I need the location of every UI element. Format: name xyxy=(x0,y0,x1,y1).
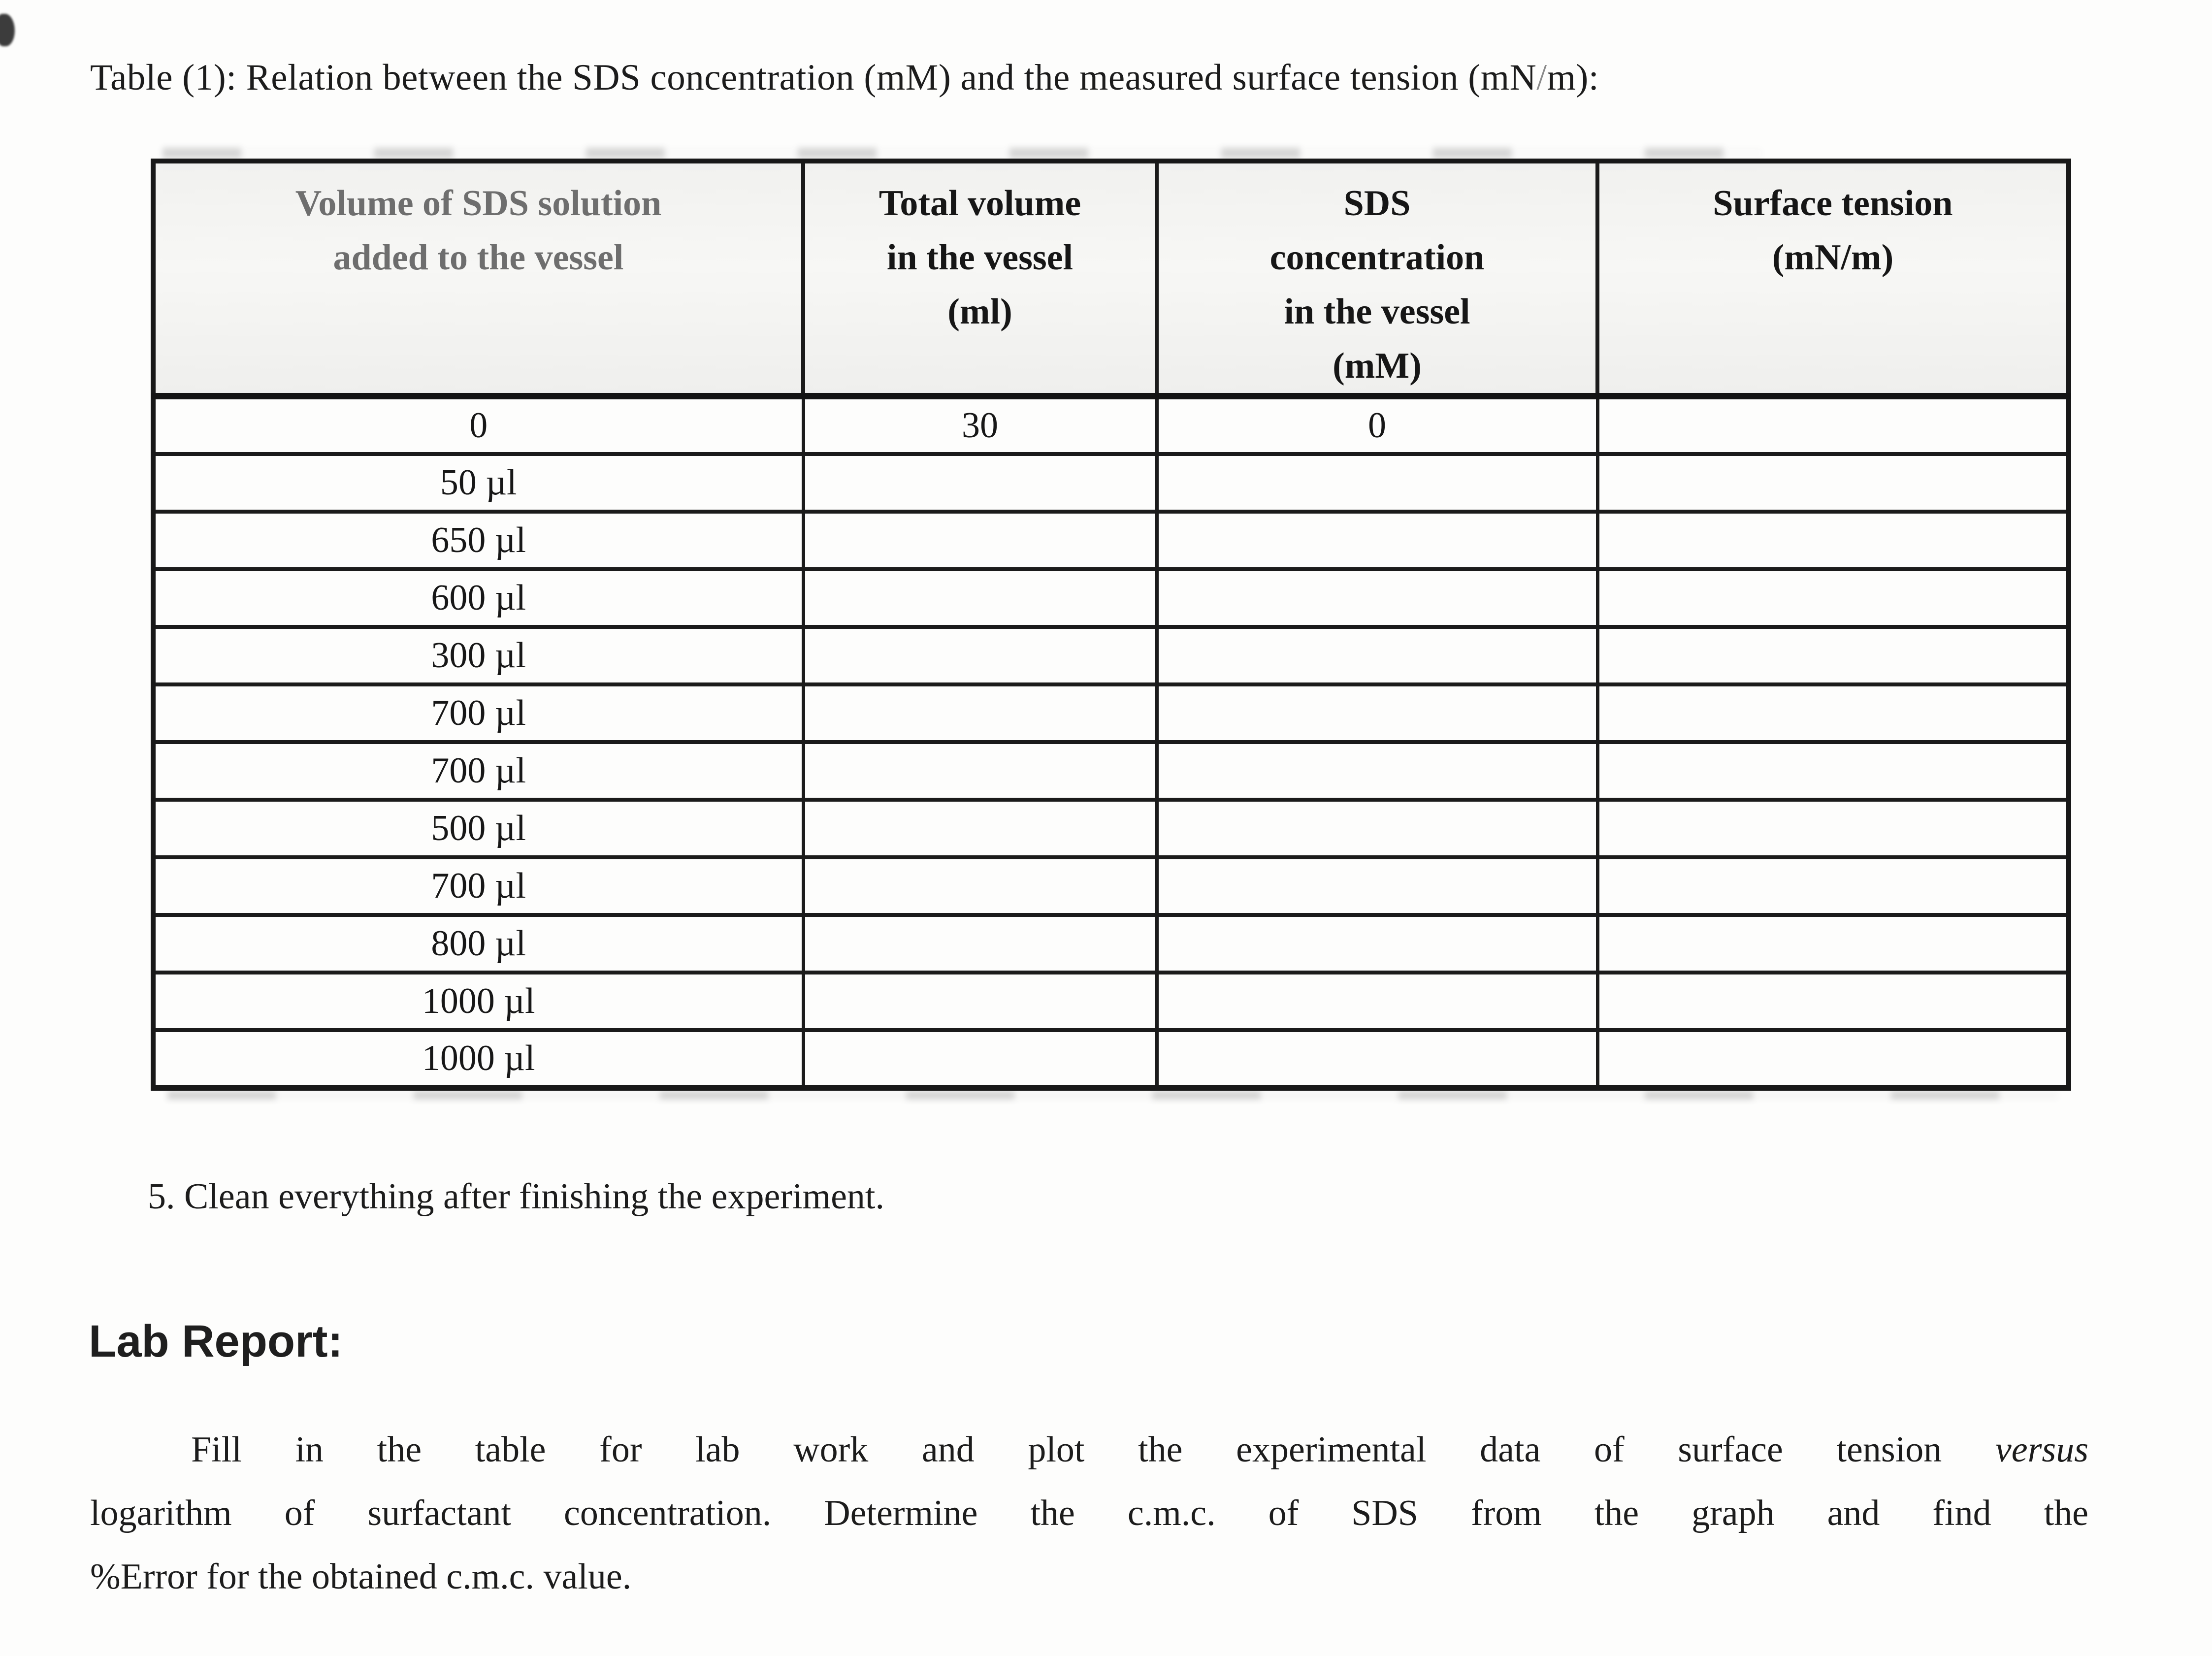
header-line: in the vessel xyxy=(886,237,1073,278)
lab-report-paragraph xyxy=(90,1418,2088,1609)
cell-surface-tension xyxy=(1597,396,2069,454)
header-surface-tension xyxy=(1597,161,2069,396)
cell-total-volume xyxy=(803,1030,1157,1088)
cell-surface-tension xyxy=(1597,800,2069,857)
cell-total-volume xyxy=(803,454,1157,512)
table-row xyxy=(153,857,2069,915)
header-line: SDS xyxy=(1343,183,1411,224)
header-line: concentration xyxy=(1269,237,1485,278)
data-table-container xyxy=(151,159,2066,1091)
cell-surface-tension xyxy=(1597,973,2069,1030)
table-row xyxy=(153,742,2069,800)
header-line: in the vessel xyxy=(1284,292,1470,332)
cell-sds-concentration: 0 xyxy=(1157,396,1597,454)
header-line: Total volume xyxy=(878,183,1081,224)
paragraph-line-1 xyxy=(90,1418,2088,1482)
table-caption xyxy=(90,53,1599,102)
scan-smudge-top xyxy=(163,148,1763,159)
paragraph-line-2: logarithm of surfactant concentration. Determine the c.m.c. of SDS from the graph and find the xyxy=(90,1493,2088,1533)
header-line: Volume of SDS solution xyxy=(295,183,662,224)
cell-sds-concentration xyxy=(1157,915,1597,973)
paragraph-line-3: %Error for the obtained c.m.c. value. xyxy=(90,1557,632,1597)
lab-report-heading: Lab Report: xyxy=(89,1316,343,1366)
table-row xyxy=(153,569,2069,627)
cell-surface-tension xyxy=(1597,569,2069,627)
procedure-step-5: 5. Clean everything after finishing the experiment. xyxy=(148,1176,884,1217)
header-line: added to the vessel xyxy=(333,237,624,278)
cell-surface-tension xyxy=(1597,742,2069,800)
scan-corner-artifact xyxy=(0,14,15,46)
cell-volume-added: 1000 µl xyxy=(153,1030,803,1088)
cell-total-volume xyxy=(803,857,1157,915)
cell-surface-tension xyxy=(1597,512,2069,569)
cell-sds-concentration xyxy=(1157,627,1597,684)
cell-total-volume xyxy=(803,800,1157,857)
scan-smudge-bottom xyxy=(167,1091,2058,1100)
header-sds-concentration xyxy=(1157,161,1597,396)
cell-sds-concentration xyxy=(1157,800,1597,857)
cell-total-volume xyxy=(803,569,1157,627)
cell-volume-added: 700 µl xyxy=(153,742,803,800)
cell-volume-added: 500 µl xyxy=(153,800,803,857)
cell-sds-concentration xyxy=(1157,857,1597,915)
sds-surface-tension-table xyxy=(151,159,2071,1091)
header-line: (ml) xyxy=(947,292,1012,332)
cell-total-volume xyxy=(803,742,1157,800)
cell-total-volume xyxy=(803,512,1157,569)
table-caption-slash: / xyxy=(1536,57,1547,98)
header-total-volume xyxy=(803,161,1157,396)
cell-sds-concentration xyxy=(1157,512,1597,569)
cell-volume-added: 650 µl xyxy=(153,512,803,569)
cell-volume-added: 1000 µl xyxy=(153,973,803,1030)
table-caption-text: Table (1): Relation between the SDS concentration (mM) and the measured surface tension (mN xyxy=(90,57,1537,98)
cell-volume-added: 800 µl xyxy=(153,915,803,973)
versus-italic: versus xyxy=(1995,1429,2088,1470)
cell-sds-concentration xyxy=(1157,742,1597,800)
header-volume-added xyxy=(153,161,803,396)
cell-volume-added: 700 µl xyxy=(153,857,803,915)
cell-sds-concentration xyxy=(1157,1030,1597,1088)
header-line: (mN/m) xyxy=(1772,237,1894,278)
table-row xyxy=(153,396,2069,454)
cell-total-volume xyxy=(803,915,1157,973)
table-row xyxy=(153,800,2069,857)
table-row xyxy=(153,1030,2069,1088)
cell-total-volume: 30 xyxy=(803,396,1157,454)
cell-surface-tension xyxy=(1597,627,2069,684)
table-row xyxy=(153,512,2069,569)
table-row xyxy=(153,684,2069,742)
cell-volume-added: 0 xyxy=(153,396,803,454)
cell-volume-added: 600 µl xyxy=(153,569,803,627)
cell-sds-concentration xyxy=(1157,684,1597,742)
table-header-row xyxy=(153,161,2069,396)
cell-surface-tension xyxy=(1597,1030,2069,1088)
cell-total-volume xyxy=(803,684,1157,742)
table-row xyxy=(153,627,2069,684)
cell-sds-concentration xyxy=(1157,569,1597,627)
cell-surface-tension xyxy=(1597,454,2069,512)
table-row xyxy=(153,915,2069,973)
table-row xyxy=(153,454,2069,512)
cell-volume-added: 300 µl xyxy=(153,627,803,684)
table-row xyxy=(153,973,2069,1030)
cell-sds-concentration xyxy=(1157,454,1597,512)
cell-surface-tension xyxy=(1597,915,2069,973)
cell-surface-tension xyxy=(1597,857,2069,915)
table-caption-text-end: m): xyxy=(1547,57,1599,98)
cell-surface-tension xyxy=(1597,684,2069,742)
cell-volume-added: 50 µl xyxy=(153,454,803,512)
paragraph-line-1-text: Fill in the table for lab work and plot the experimental data of surface tension xyxy=(191,1429,1995,1470)
header-line: Surface tension xyxy=(1713,183,1953,224)
cell-total-volume xyxy=(803,627,1157,684)
header-line: (mM) xyxy=(1333,346,1422,386)
cell-sds-concentration xyxy=(1157,973,1597,1030)
cell-volume-added: 700 µl xyxy=(153,684,803,742)
cell-total-volume xyxy=(803,973,1157,1030)
